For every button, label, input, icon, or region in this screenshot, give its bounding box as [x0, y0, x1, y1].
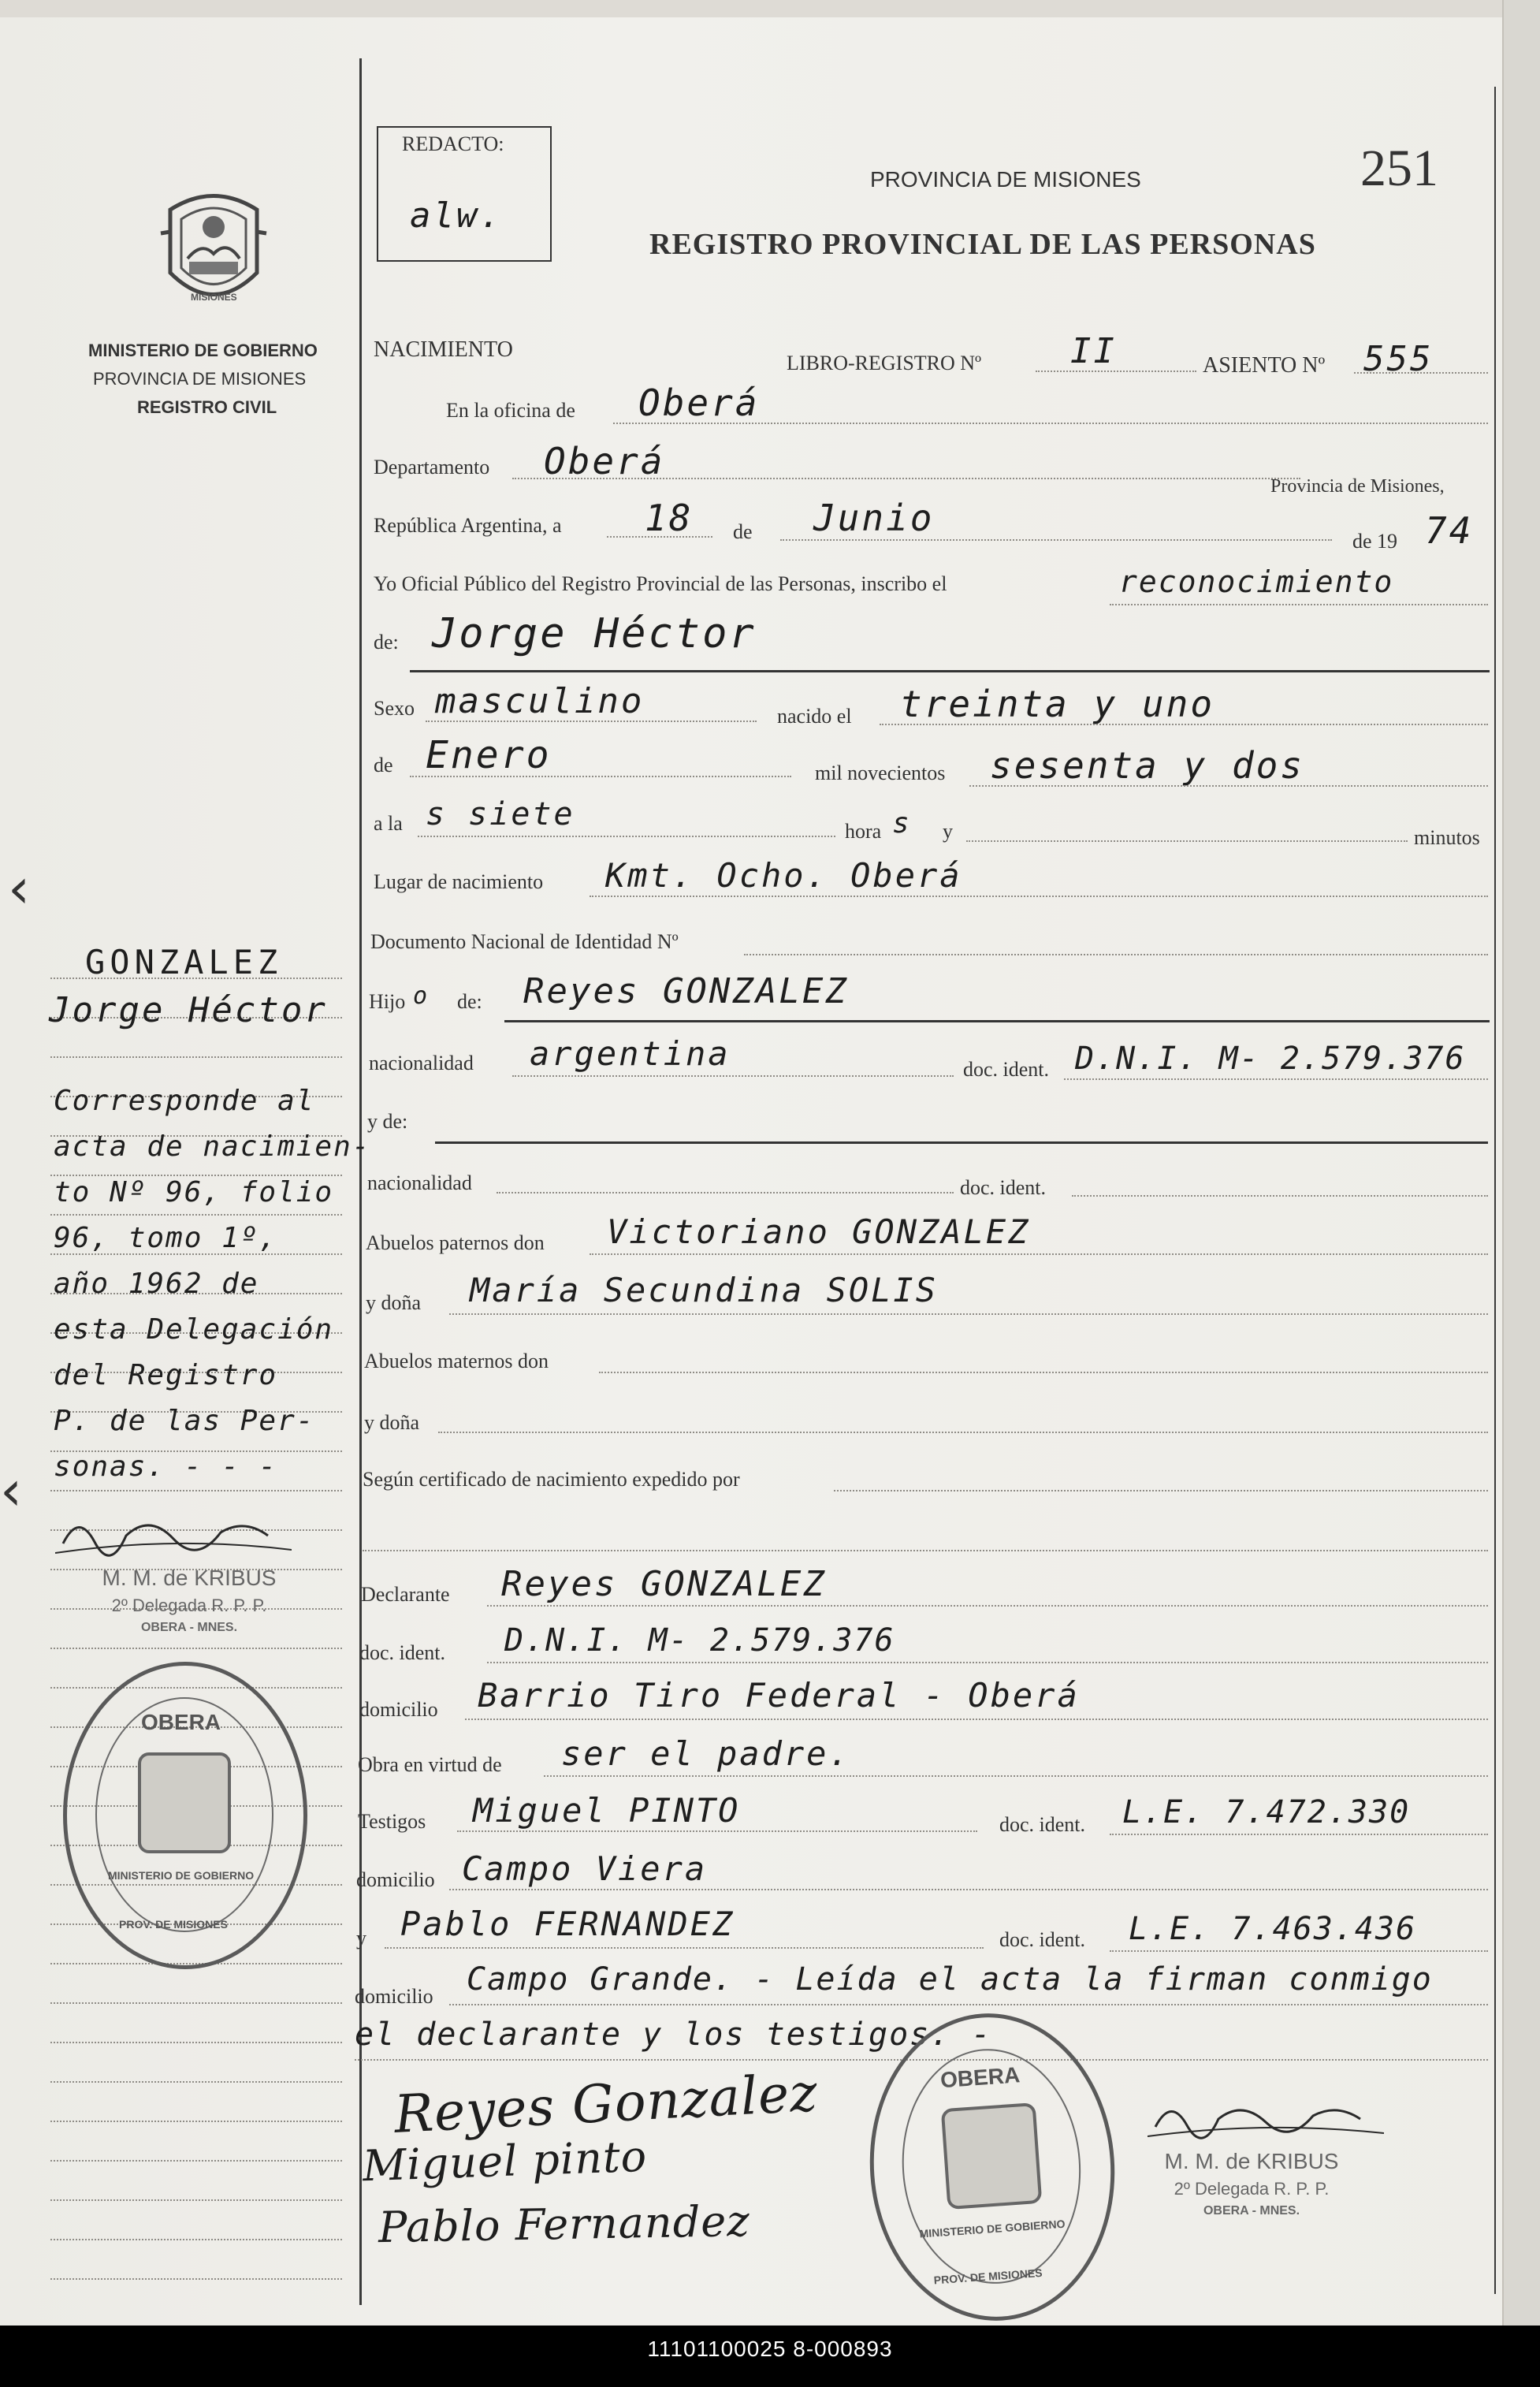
margin-official-name: M. M. de KRIBUS	[102, 1566, 277, 1590]
margin-note-line: P. de las Per-	[54, 1405, 315, 1437]
test2-doc-label: doc. ident.	[999, 1928, 1086, 1951]
de2-label: de:	[374, 631, 399, 654]
domicilio2-line	[449, 1889, 1488, 1890]
decl-doc-line	[487, 1662, 1488, 1663]
margin-rule	[50, 1648, 342, 1649]
decl-doc-label: doc. ident.	[359, 1641, 446, 1664]
hijo-label: Hijo	[369, 990, 406, 1013]
obra-value: ser el padre.	[561, 1734, 851, 1773]
nacido-value: treinta y uno	[900, 683, 1215, 725]
misiones-seal-emblem	[154, 186, 273, 312]
round-stamp-center-ministry: MINISTERIO DE GOBIERNO	[919, 2217, 1066, 2240]
nacionalidad-line	[512, 1075, 954, 1077]
round-stamp-prov: PROV. DE MISIONES	[119, 1918, 228, 1931]
nacionalidad2-label: nacionalidad	[367, 1171, 472, 1194]
closing-value: el declarante y los testigos. -	[355, 2016, 992, 2053]
margin-rule	[50, 2042, 342, 2043]
margin-note-line: del Registro	[54, 1359, 278, 1391]
declarante-value: Reyes GONZALEZ	[501, 1564, 827, 1604]
margin-rule	[50, 2278, 342, 2280]
round-stamp-center-prov: PROV. DE MISIONES	[933, 2266, 1043, 2287]
testigo2-value: Pablo FERNANDEZ	[400, 1905, 735, 1943]
margin-official-place: OBERA - MNES.	[140, 1621, 238, 1634]
domicilio3-line	[449, 2004, 1488, 2005]
nacionalidad2-line	[497, 1192, 954, 1194]
seal-text: MISIONES	[191, 292, 237, 303]
year-label: de 19	[1352, 530, 1398, 553]
minutos-label: minutos	[1414, 826, 1480, 849]
libro-label: LIBRO-REGISTRO Nº	[787, 352, 982, 374]
hijo-de: de:	[457, 990, 482, 1013]
padre-line	[504, 1020, 1490, 1022]
margin-note-line: esta Delegación	[54, 1313, 334, 1346]
testigo1-value: Miguel PINTO	[473, 1791, 741, 1830]
declarante-label: Declarante	[361, 1583, 450, 1606]
sexo-line	[426, 721, 757, 722]
paper-right-edge	[1502, 0, 1540, 2326]
departamento-line	[512, 478, 1300, 479]
round-stamp-center-emblem	[941, 2102, 1043, 2210]
margin-note-line: to Nº 96, folio	[54, 1176, 334, 1208]
hora-label: hora	[845, 820, 882, 843]
decl-doc-value: D.N.I. M- 2.579.376	[504, 1622, 895, 1659]
official-signature-right	[1148, 2089, 1384, 2144]
round-stamp-ministry: MINISTERIO DE GOBIERNO	[108, 1869, 255, 1882]
domicilio-value: Barrio Tiro Federal - Oberá	[478, 1676, 1080, 1715]
registry-title: REGISTRO PROVINCIAL DE LAS PERSONAS	[649, 228, 1316, 261]
padre-value: Reyes GONZALEZ	[523, 971, 849, 1011]
margin-official-signature	[55, 1504, 292, 1559]
abuela-pat-line	[449, 1313, 1488, 1315]
mil-label: mil novecientos	[815, 762, 946, 784]
signature-testigo2: Pablo Fernandez	[378, 2195, 751, 2253]
de3-label: de	[374, 754, 393, 776]
redacto-value: alw.	[410, 196, 503, 236]
right-border-line	[1494, 87, 1496, 2294]
margin-rule	[50, 2121, 342, 2122]
test2-doc-value: L.E. 7.463.436	[1129, 1911, 1417, 1947]
province-title: PROVINCIA DE MISIONES	[870, 167, 1141, 192]
ydona-label: y doña	[366, 1291, 422, 1314]
margin-rule	[50, 1214, 342, 1216]
margin-rule	[50, 2199, 342, 2201]
provincia-text: Provincia de Misiones,	[1270, 476, 1445, 497]
signature-testigo1: Miguel pinto	[362, 2131, 649, 2191]
sexo-value: masculino	[435, 681, 645, 721]
minutos-line	[966, 840, 1408, 842]
oficina-label: En la oficina de	[446, 399, 575, 422]
redacto-label: REDACTO:	[402, 132, 504, 155]
mil-value: sesenta y dos	[990, 744, 1305, 787]
scan-barcode-text: 11101100025 8-000893	[647, 2337, 893, 2361]
dni-line	[744, 954, 1488, 955]
ala-line	[418, 836, 835, 837]
name-line	[410, 670, 1490, 672]
margin-divider-line	[359, 58, 362, 2305]
abuelos-mat-label: Abuelos maternos don	[364, 1350, 549, 1372]
oficina-value: Oberá	[638, 382, 760, 424]
libro-line	[1036, 371, 1196, 372]
hora-value: s	[892, 807, 912, 840]
oficina-line	[613, 423, 1488, 424]
asiento-value: 555	[1363, 339, 1434, 379]
lugar-value: Kmt. Ocho. Oberá	[605, 856, 962, 895]
segun-label: Según certificado de nacimiento expedido por	[363, 1468, 740, 1491]
test1-doc-label: doc. ident.	[999, 1813, 1086, 1836]
record-type-label: NACIMIENTO	[374, 337, 513, 362]
docident2-label: doc. ident.	[960, 1176, 1047, 1199]
margin-surname: GONZALEZ	[85, 943, 283, 981]
ydona2-label: y doña	[364, 1411, 420, 1434]
month2-line	[410, 776, 791, 777]
lugar-line	[590, 896, 1488, 897]
abuelo-mat-line	[599, 1372, 1488, 1373]
docident-label: doc. ident.	[963, 1058, 1050, 1081]
paper-top-edge	[0, 0, 1540, 17]
inscribo-value: reconocimiento	[1119, 564, 1394, 599]
margin-note-line: año 1962 de	[54, 1268, 259, 1300]
abuela-mat-line	[438, 1432, 1488, 1433]
day-value: 18	[645, 497, 694, 539]
abuelo-pat-line	[590, 1253, 1488, 1255]
yde-label: y de:	[367, 1110, 408, 1133]
inscribo-line	[1110, 604, 1488, 605]
dni-label: Documento Nacional de Identidad Nº	[370, 930, 679, 953]
margin-tick-mark-2: ‹	[0, 1458, 22, 1523]
declarante-line	[487, 1605, 1488, 1607]
name-value: Jorge Héctor	[432, 610, 757, 657]
test2-doc-line	[1110, 1950, 1488, 1952]
ministry-province-label: PROVINCIA DE MISIONES	[93, 369, 307, 389]
margin-rule	[50, 2160, 342, 2162]
official-title-right: 2º Delegada R. P. P.	[1174, 2179, 1330, 2199]
nacido-line	[880, 724, 1488, 725]
departamento-label: Departamento	[374, 456, 490, 479]
round-stamp-center-label: OBERA	[939, 2062, 1021, 2093]
margin-note-line: 96, tomo 1º,	[54, 1222, 278, 1254]
obra-line	[544, 1775, 1488, 1777]
madre-line	[435, 1141, 1488, 1144]
domicilio3-value: Campo Grande. - Leída el acta la firman conmigo	[467, 1961, 1433, 1998]
day-line	[607, 536, 712, 538]
round-stamp-emblem	[138, 1752, 231, 1853]
domicilio2-label: domicilio	[356, 1868, 435, 1891]
hijo-o: o	[413, 982, 430, 1010]
margin-rule	[50, 2002, 342, 2004]
de-label: de	[733, 520, 753, 543]
oficial-text: Yo Oficial Público del Registro Provincial de las Personas, inscribo el	[374, 572, 947, 595]
domicilio2-value: Campo Viera	[462, 1849, 708, 1888]
padre-doc-value: D.N.I. M- 2.579.376	[1075, 1041, 1466, 1077]
asiento-line	[1354, 372, 1488, 374]
domicilio-label: domicilio	[359, 1698, 438, 1721]
nacionalidad-value: argentina	[530, 1034, 731, 1073]
margin-rule	[50, 2239, 342, 2240]
domicilio-line	[465, 1719, 1488, 1720]
asiento-label: ASIENTO Nº	[1203, 353, 1326, 378]
sexo-label: Sexo	[374, 697, 415, 720]
testigos-label: Testigos	[358, 1810, 426, 1833]
margin-rule	[50, 2081, 342, 2083]
ala-value: s siete	[426, 796, 575, 832]
y-label: y	[943, 820, 953, 843]
abuela-pat-value: María Secundina SOLIS	[470, 1271, 939, 1309]
margin-note-line: sonas. - - -	[54, 1450, 278, 1483]
libro-value: II	[1070, 331, 1117, 371]
round-stamp-center-text: OBERA	[141, 1710, 221, 1734]
abuelos-pat-label: Abuelos paternos don	[366, 1231, 545, 1254]
testigo2-line	[385, 1947, 984, 1949]
nacionalidad-label: nacionalidad	[369, 1052, 474, 1074]
ala-label: a la	[374, 812, 403, 835]
margin-note-line: Corresponde al	[54, 1085, 315, 1117]
margin-official-title: 2º Delegada R. P. P.	[111, 1596, 267, 1615]
month2-value: Enero	[426, 733, 552, 777]
month-line	[780, 539, 1332, 541]
lugar-label: Lugar de nacimiento	[374, 870, 544, 893]
abuelo-pat-value: Victoriano GONZALEZ	[607, 1212, 1031, 1251]
margin-note-line: acta de nacimien-	[54, 1130, 371, 1163]
official-place-right: OBERA - MNES.	[1203, 2204, 1300, 2218]
month-value: Junio	[813, 497, 935, 539]
republica-label: República Argentina, a	[374, 514, 562, 537]
margin-rule	[50, 1056, 342, 1058]
ministry-label: MINISTERIO DE GOBIERNO	[88, 341, 318, 360]
margin-given: Jorge Héctor	[49, 990, 328, 1030]
segun-line	[834, 1490, 1488, 1491]
year-value: 74	[1425, 509, 1474, 552]
signature-declarante: Reyes Gonzalez	[392, 2061, 820, 2146]
test1-doc-line	[1110, 1834, 1488, 1835]
testigo1-line	[457, 1830, 977, 1832]
margin-tick-mark: ‹	[8, 856, 30, 921]
official-name-right: M. M. de KRIBUS	[1164, 2149, 1339, 2173]
y2-label: y	[356, 1927, 366, 1949]
obra-label: Obra en virtud de	[358, 1753, 502, 1776]
test1-doc-value: L.E. 7.472.330	[1122, 1794, 1411, 1830]
registro-civil-label: REGISTRO CIVIL	[137, 397, 277, 417]
mil-line	[969, 785, 1488, 787]
page-number: 251	[1360, 140, 1438, 197]
nacido-label: nacido el	[777, 705, 852, 728]
domicilio3-label: domicilio	[355, 1985, 433, 2008]
round-stamp-left	[63, 1662, 307, 1969]
padre-doc-line	[1064, 1078, 1488, 1080]
docident2-line	[1072, 1195, 1488, 1197]
segun-line-2	[363, 1550, 1488, 1551]
departamento-value: Oberá	[544, 440, 665, 482]
margin-rule	[50, 1490, 342, 1491]
